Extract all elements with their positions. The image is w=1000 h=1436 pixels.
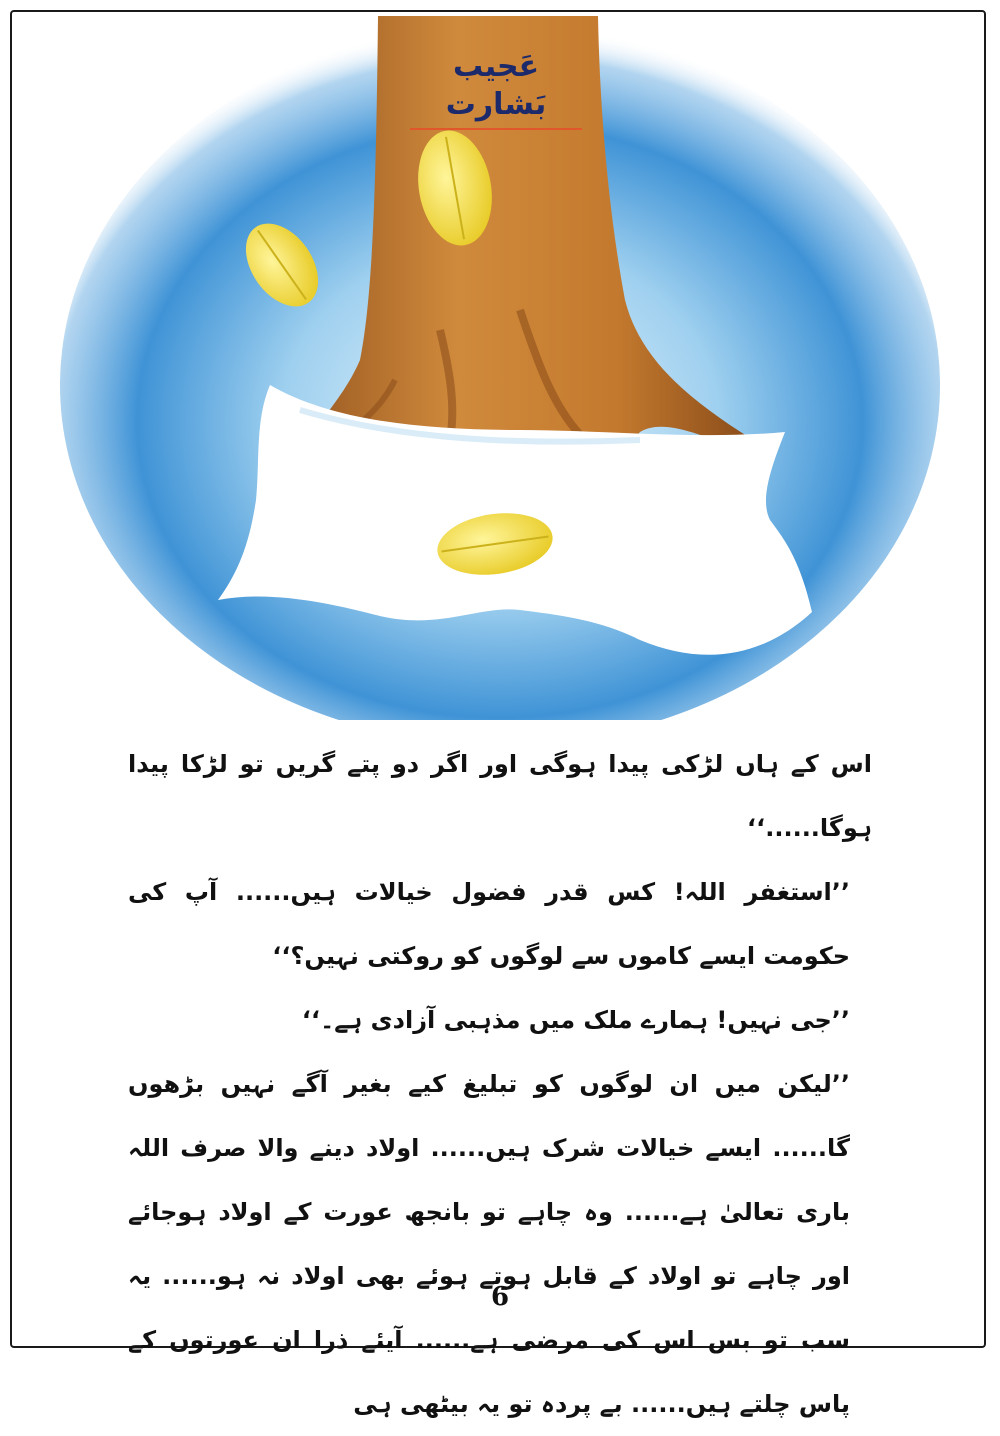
paragraph: ’’لیکن میں ان لوگوں کو تبلیغ کیے بغیر آگے نہیں بڑھوں گا...... ایسے خیالات شرک ہیں...... اولاد دینے والا صرف اللہ باری تعالیٰ ہے...... وہ چاہے تو بانجھ عورت کے اولاد ہوجائے اور چاہے تو اولاد کے قابل ہوتے ہوئے بھی اولاد نہ ہو...... یہ سب تو بس اس کی مرضی ہے...... آیئے ذرا ان عورتوں کے پاس چلتے ہیں...... بے پردہ تو یہ بیٹھی ہی xyxy=(128,1070,850,1418)
page-number: 6 xyxy=(490,1282,510,1312)
title-underline xyxy=(410,128,582,130)
paragraph: ’’جی نہیں! ہمارے ملک میں مذہبی آزادی ہے۔‘‘ xyxy=(301,1006,850,1034)
paragraph: ’’استغفر اللہ! کس قدر فضول خیالات ہیں...... آپ کی حکومت ایسے کاموں سے لوگوں کو روکتی نہیں؟‘‘ xyxy=(128,878,850,970)
paragraph: اس کے ہاں لڑکی پیدا ہوگی اور اگر دو پتے گریں تو لڑکا پیدا ہوگا......‘‘ xyxy=(128,750,872,842)
story-text xyxy=(128,732,872,1436)
page-title: عَجیب بَشارت xyxy=(445,49,547,122)
page-header xyxy=(410,48,582,130)
